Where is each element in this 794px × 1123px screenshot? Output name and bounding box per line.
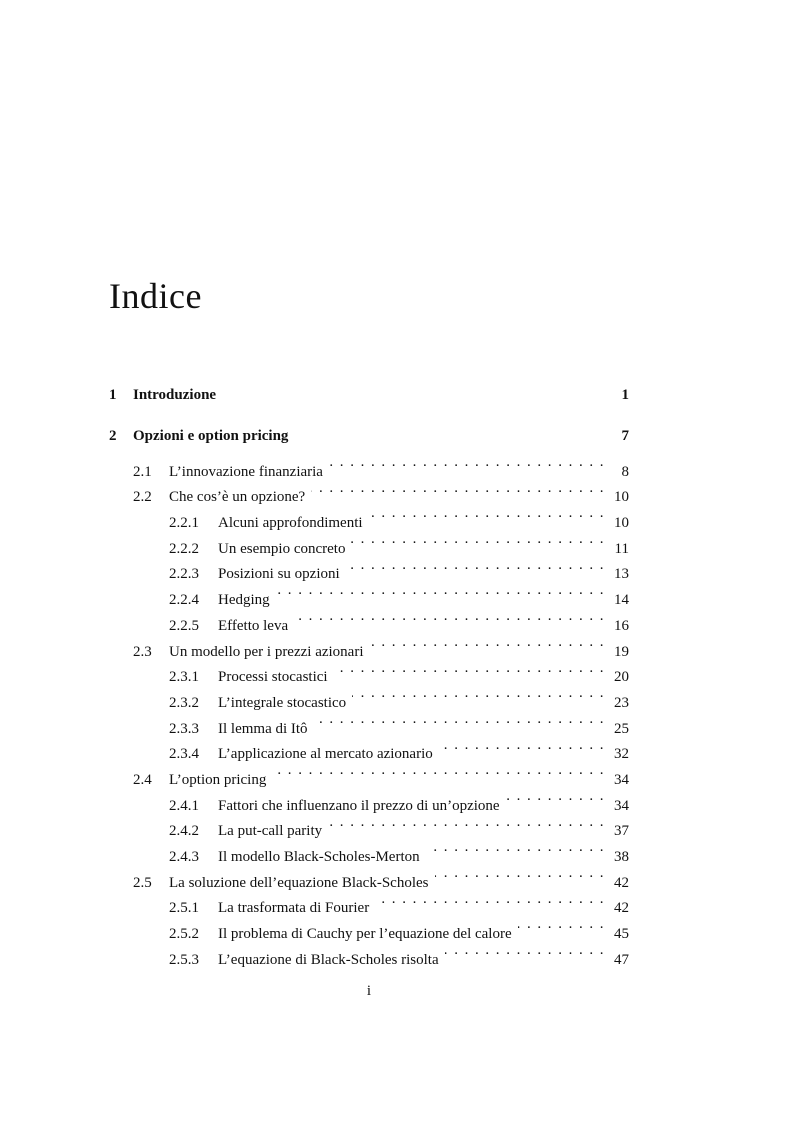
toc-entry-label: L’equazione di Black-Scholes risolta bbox=[218, 951, 439, 968]
dot-leader bbox=[370, 630, 605, 656]
dot-leader bbox=[426, 835, 605, 861]
toc-entry-number: 2.3.3 bbox=[169, 720, 199, 737]
toc-entry-page: 7 bbox=[621, 428, 629, 444]
toc-entry-subsection[interactable] bbox=[109, 938, 629, 968]
toc-entry-number: 2.2 bbox=[133, 489, 152, 506]
toc-entry-label: Il modello Black-Scholes-Merton bbox=[218, 849, 420, 866]
toc-entry-subsection[interactable] bbox=[109, 784, 629, 814]
toc-entry-label: Posizioni su opzioni bbox=[218, 566, 340, 583]
toc-entry-page: 8 bbox=[621, 463, 629, 480]
toc-entry-label: L’option pricing bbox=[169, 771, 267, 788]
toc-entry-label: Alcuni approfondimenti bbox=[218, 515, 363, 532]
toc-entry-number: 2.2.2 bbox=[169, 540, 199, 557]
toc-entry-subsection[interactable] bbox=[109, 553, 629, 583]
toc-entry-subsection[interactable] bbox=[109, 656, 629, 686]
toc-entry-subsection[interactable] bbox=[109, 527, 629, 557]
toc-entry-label: La trasformata di Fourier bbox=[218, 900, 370, 917]
toc-entry-section[interactable] bbox=[109, 861, 629, 891]
page-title: Indice bbox=[109, 276, 202, 316]
toc-entry-number: 2.5.3 bbox=[169, 951, 199, 968]
page-number-footer: i bbox=[366, 983, 372, 999]
toc-entry-subsection[interactable] bbox=[109, 810, 629, 840]
toc-entry-page: 34 bbox=[614, 797, 629, 814]
toc-entry-label: Hedging bbox=[218, 592, 270, 609]
toc-entry-label: Processi stocastici bbox=[218, 669, 328, 686]
toc-entry-label: La soluzione dell’equazione Black-Scholes bbox=[169, 874, 429, 891]
toc-entry-label: Opzioni e option pricing bbox=[133, 428, 289, 444]
toc-entry-number: 2.3.1 bbox=[169, 669, 199, 686]
toc-entry-page: 10 bbox=[614, 515, 629, 532]
toc-entry-subsection[interactable] bbox=[109, 578, 629, 609]
dot-leader bbox=[314, 707, 605, 733]
toc-entry-label: Effetto leva bbox=[218, 617, 289, 634]
toc-entry-page: 16 bbox=[614, 617, 629, 634]
toc-entry-number: 2.3.4 bbox=[169, 746, 199, 763]
toc-entry-page: 45 bbox=[614, 926, 629, 943]
dot-leader bbox=[294, 604, 605, 630]
toc-entry-label: Il lemma di Itô bbox=[218, 720, 308, 737]
toc-entry-number: 2 bbox=[109, 428, 117, 444]
dot-leader bbox=[518, 912, 605, 938]
toc-entry-page: 25 bbox=[614, 720, 629, 737]
toc-entry-section[interactable] bbox=[109, 450, 629, 480]
toc-entry-subsection[interactable] bbox=[109, 707, 629, 737]
toc-entry-page: 19 bbox=[614, 643, 629, 660]
toc-entry-page: 42 bbox=[614, 874, 629, 891]
toc-entry-number: 2.4.3 bbox=[169, 849, 199, 866]
toc-entry-number: 2.3.2 bbox=[169, 694, 199, 711]
dot-leader bbox=[351, 527, 605, 553]
toc-entry-label: Introduzione bbox=[133, 387, 217, 403]
toc-entry-label: Un modello per i prezzi azionari bbox=[169, 643, 364, 660]
toc-entry-chapter[interactable] bbox=[109, 422, 629, 450]
toc-entry-page: 37 bbox=[614, 823, 629, 840]
toc-entry-chapter[interactable] bbox=[109, 381, 629, 409]
toc-entry-page: 38 bbox=[614, 849, 629, 866]
dot-leader bbox=[375, 887, 605, 913]
toc-entry-number: 2.2.3 bbox=[169, 566, 199, 583]
toc-entry-label: L’integrale stocastico bbox=[218, 694, 347, 711]
toc-entry-label: La put-call parity bbox=[218, 823, 323, 840]
toc-entry-number: 2.2.1 bbox=[169, 515, 199, 532]
toc-entry-section[interactable] bbox=[109, 630, 629, 660]
toc-entry-label: L’innovazione finanziaria bbox=[169, 463, 323, 480]
toc-entry-subsection[interactable] bbox=[109, 501, 629, 532]
dot-leader bbox=[328, 810, 605, 836]
toc-entry-number: 2.4.1 bbox=[169, 797, 199, 814]
toc-entry-number: 1 bbox=[109, 387, 117, 403]
toc-entry-number: 2.5.1 bbox=[169, 900, 199, 917]
toc-entry-label: Il problema di Cauchy per l’equazione del calore bbox=[218, 926, 512, 943]
dot-leader bbox=[329, 450, 605, 476]
dot-leader bbox=[439, 733, 605, 759]
dot-leader bbox=[435, 861, 606, 887]
dot-leader bbox=[352, 681, 605, 707]
dot-leader bbox=[334, 656, 605, 682]
table-of-contents bbox=[109, 381, 629, 968]
toc-entry-page: 14 bbox=[614, 592, 629, 609]
toc-entry-label: L’applicazione al mercato azionario bbox=[218, 746, 433, 763]
dot-leader bbox=[369, 501, 605, 527]
dot-leader bbox=[276, 578, 605, 604]
toc-entry-number: 2.3 bbox=[133, 643, 152, 660]
toc-entry-subsection[interactable] bbox=[109, 887, 629, 917]
dot-leader bbox=[445, 938, 605, 964]
toc-entry-page: 23 bbox=[614, 694, 629, 711]
toc-entry-page: 47 bbox=[614, 951, 629, 968]
dot-leader bbox=[506, 784, 605, 810]
toc-entry-page: 10 bbox=[614, 489, 629, 506]
toc-entry-number: 2.5.2 bbox=[169, 926, 199, 943]
toc-entry-number: 2.4.2 bbox=[169, 823, 199, 840]
toc-entry-number: 2.2.4 bbox=[169, 592, 199, 609]
toc-entry-page: 11 bbox=[614, 540, 629, 557]
toc-entry-section[interactable] bbox=[109, 758, 629, 788]
toc-entry-page: 32 bbox=[614, 746, 629, 763]
toc-entry-page: 34 bbox=[614, 771, 629, 788]
dot-leader bbox=[311, 476, 605, 502]
toc-entry-subsection[interactable] bbox=[109, 604, 629, 634]
dot-leader bbox=[346, 553, 605, 579]
dot-leader bbox=[272, 758, 605, 784]
toc-entry-label: Che cos’è un opzione? bbox=[169, 489, 306, 506]
toc-entry-number: 2.4 bbox=[133, 771, 152, 788]
toc-entry-subsection[interactable] bbox=[109, 733, 629, 763]
toc-entry-number: 2.2.5 bbox=[169, 617, 199, 634]
toc-entry-section[interactable] bbox=[109, 476, 629, 506]
toc-entry-page: 42 bbox=[614, 900, 629, 917]
toc-entry-label: Fattori che influenzano il prezzo di un’opzione bbox=[218, 797, 500, 814]
toc-entry-subsection[interactable] bbox=[109, 681, 629, 711]
toc-entry-page: 1 bbox=[621, 387, 629, 403]
toc-entry-number: 2.1 bbox=[133, 463, 152, 480]
toc-entry-subsection[interactable] bbox=[109, 912, 629, 943]
toc-entry-subsection[interactable] bbox=[109, 835, 629, 866]
toc-entry-page: 20 bbox=[614, 669, 629, 686]
toc-entry-label: Un esempio concreto bbox=[218, 540, 346, 557]
toc-entry-page: 13 bbox=[614, 566, 629, 583]
toc-entry-number: 2.5 bbox=[133, 874, 152, 891]
